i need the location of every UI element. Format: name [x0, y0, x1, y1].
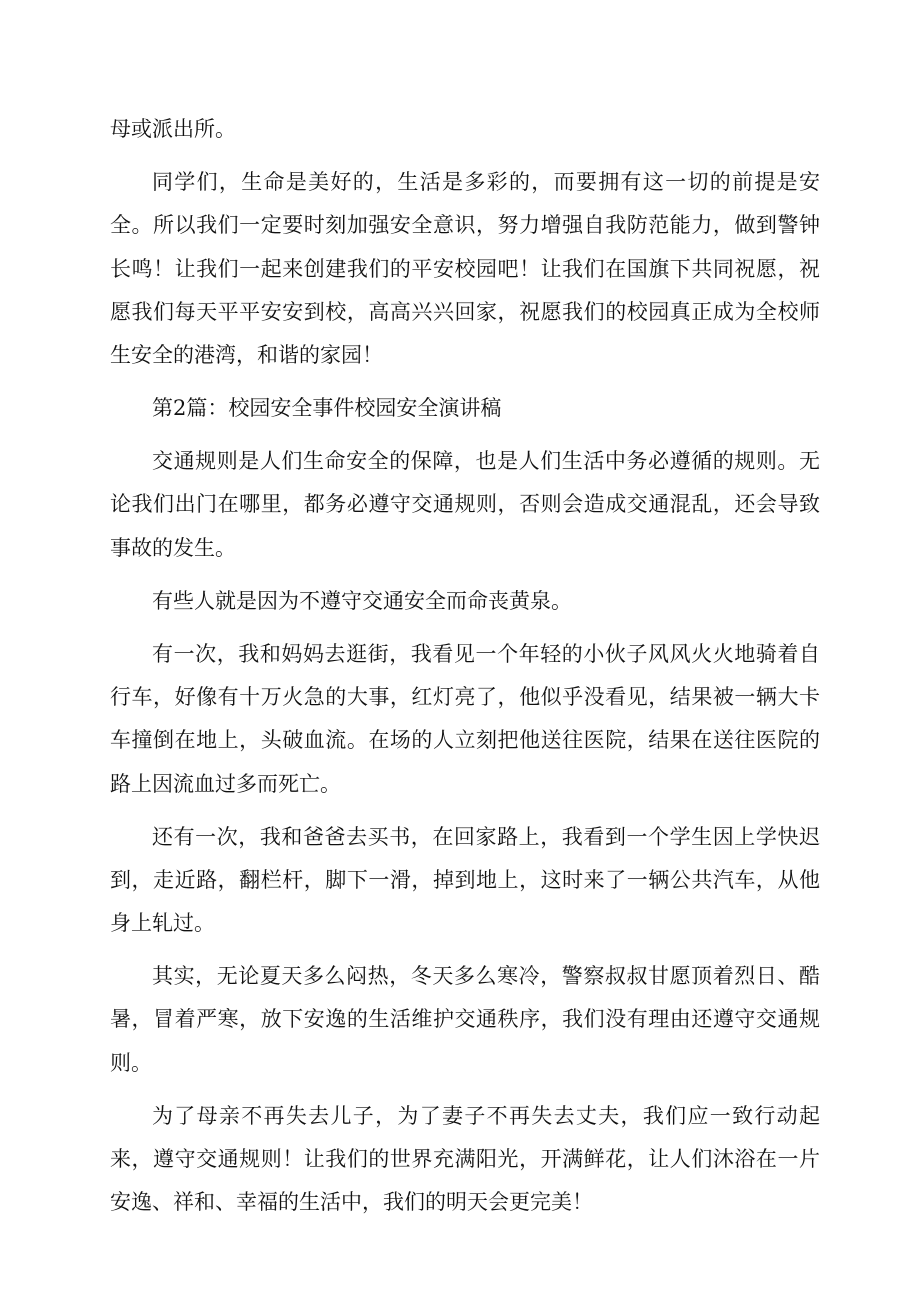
paragraph-continuation: 母或派出所。	[110, 117, 236, 141]
paragraph-some-people: 有些人就是因为不遵守交通安全而命丧黄泉。	[152, 588, 572, 613]
paragraph-safety-conclusion: 同学们，生命是美好的，生活是多彩的，而要拥有这一切的前提是安全。所以我们一定要时刻加强安全意识，努力增强自我防范能力，做到警钟长鸣！让我们一起来创建我们的平安校园吧！让我们在国旗下共同祝愿，祝愿我们每天平平安安到校，高高兴兴回家，祝愿我们的校园真正成为全校师生安全的港湾，和谐的家园！	[110, 169, 820, 368]
document-body	[110, 108, 820, 1234]
paragraph-story-one: 有一次，我和妈妈去逛街，我看见一个年轻的小伙子风风火火地骑着自行车，好像有十万火急的大事，红灯亮了，他似乎没看见，结果被一辆大卡车撞倒在地上，头破血流。在场的人立刻把他送往医院，结果在送往医院的路上因流血过多而死亡。	[110, 641, 820, 796]
paragraph-story-two: 还有一次，我和爸爸去买书，在回家路上，我看到一个学生因上学快迟到，走近路，翻栏杆，脚下一滑，掉到地上，这时来了一辆公共汽车，从他身上轧过。	[110, 824, 820, 936]
paragraph-closing: 为了母亲不再失去儿子，为了妻子不再失去丈夫，我们应一致行动起来，遵守交通规则！让我们的世界充满阳光，开满鲜花，让人们沐浴在一片安逸、祥和、幸福的生活中，我们的明天会更完美！	[110, 1103, 820, 1215]
paragraph-police: 其实，无论夏天多么闷热，冬天多么寒冷，警察叔叔甘愿顶着烈日、酷暑，冒着严寒，放下安逸的生活维护交通秩序，我们没有理由还遵守交通规则。	[110, 964, 820, 1075]
paragraph-traffic-rules: 交通规则是人们生命安全的保障，也是人们生活中务必遵循的规则。无论我们出门在哪里，都务必遵守交通规则，否则会造成交通混乱，还会导致事故的发生。	[110, 449, 820, 560]
section-heading: 第2篇：校园安全事件校园安全演讲稿	[152, 396, 502, 421]
